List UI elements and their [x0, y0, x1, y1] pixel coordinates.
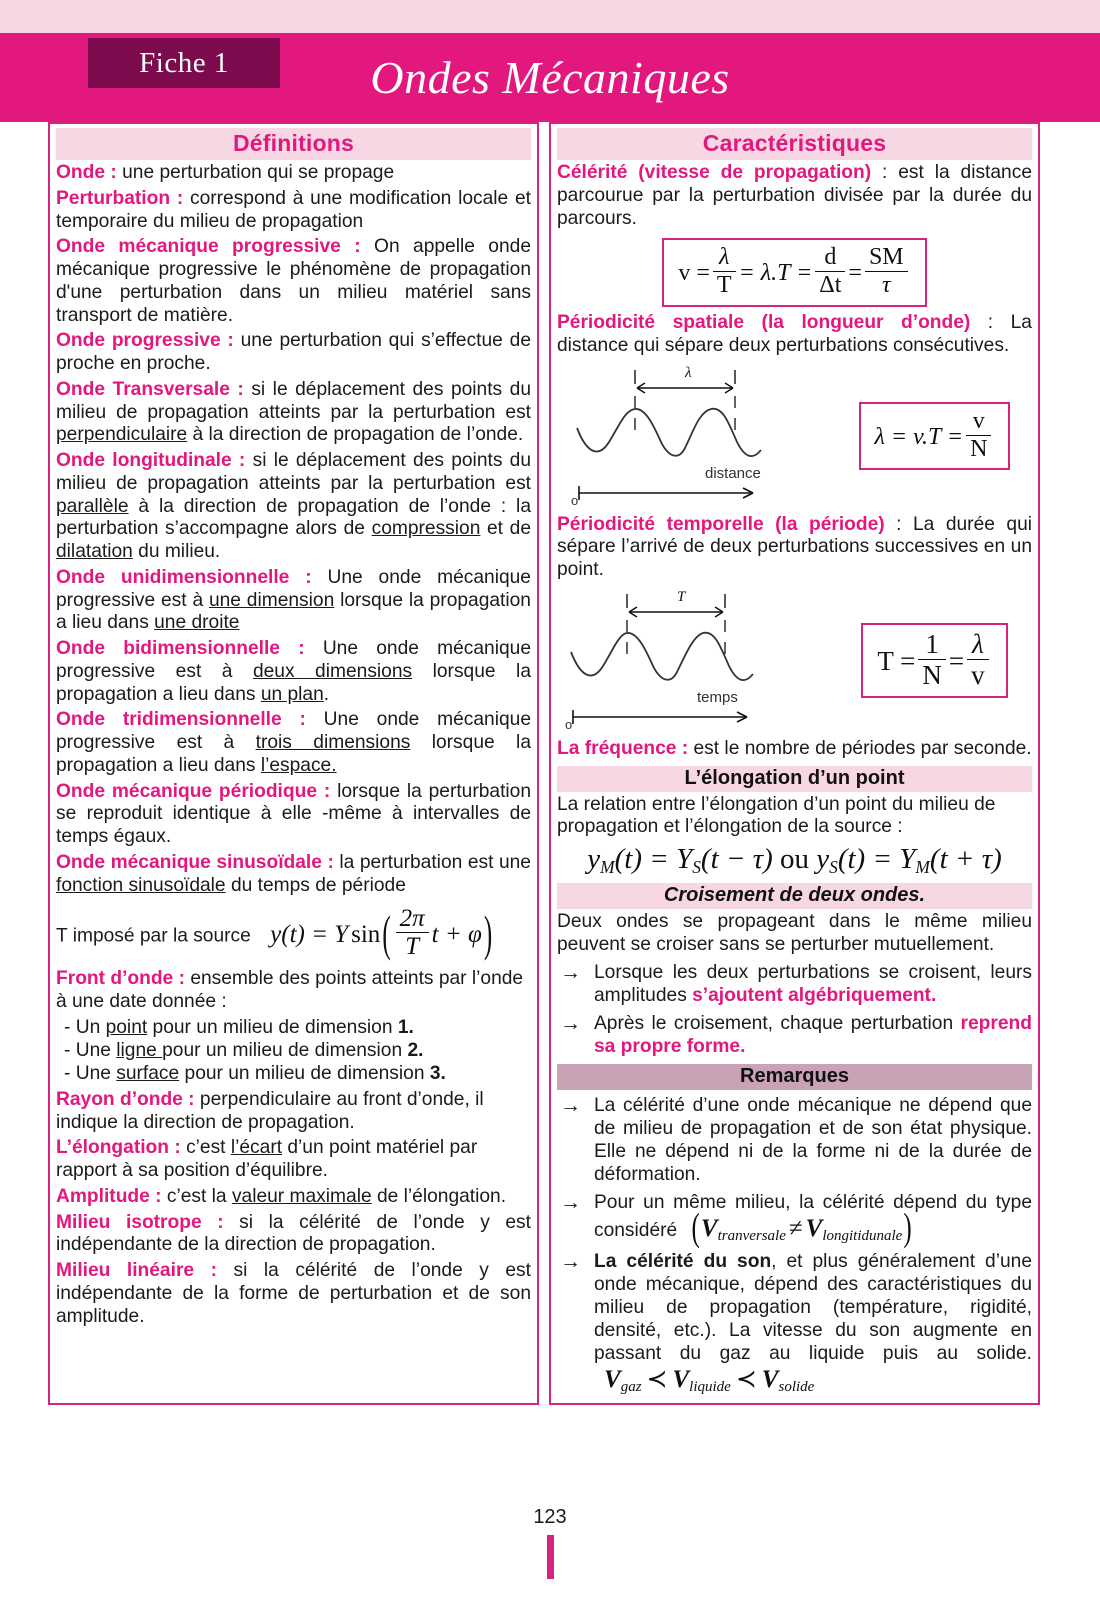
wave-figure-distance	[557, 362, 837, 511]
definition-term: Onde mécanique sinusoïdale :	[56, 851, 334, 873]
definition-milieu-isotrope	[56, 1212, 531, 1258]
header-top-band	[0, 0, 1100, 33]
bullet-text	[594, 1012, 1032, 1058]
celerite-formula	[678, 244, 910, 299]
definition-text: du temps de période	[225, 874, 406, 896]
page-number: 123	[533, 1506, 567, 1528]
bullet-text-bold: La célérité du son	[594, 1250, 772, 1272]
definition-text: à la direction de propagation de l’onde.	[187, 424, 524, 446]
definition-onde-longitudinale	[56, 450, 531, 564]
definition-text: Une onde mécanique progressive est à	[56, 566, 531, 611]
wave-diagram-temps-svg	[557, 586, 833, 730]
period-marker-label: T	[677, 588, 686, 605]
formula-den: τ	[865, 271, 908, 299]
axis-label-temps: temps	[697, 688, 738, 706]
list-end: .	[408, 1016, 414, 1038]
list-end: .	[418, 1039, 424, 1061]
bullet-text: La célérité d’une onde mécanique ne dépend que de milieu de propagation et de son état physique. Elle ne dépend ni de la forme ni de la durée de déformation.	[594, 1094, 1032, 1185]
formula-op1: ≺	[646, 1366, 668, 1394]
definition-onde-mecanique-progressive	[56, 236, 531, 327]
definition-text: du milieu.	[132, 541, 221, 562]
spatiale-sep: :	[970, 312, 994, 334]
front-onde-item	[64, 1062, 531, 1085]
definition-text: lorsque la propagation a lieu dans	[56, 732, 531, 776]
definition-text: .	[323, 683, 330, 705]
formula-num: λ	[719, 244, 730, 271]
formula-lhs: λ = v.T =	[874, 423, 964, 450]
definition-term: Perturbation :	[56, 187, 184, 209]
front-onde-item	[64, 1016, 531, 1039]
definition-text: c’est la	[166, 1185, 232, 1207]
definition-onde-sinusoidale	[56, 852, 531, 898]
definition-onde-unidimensionnelle	[56, 567, 531, 635]
definition-term: Onde bidimensionnelle :	[56, 638, 305, 659]
list-dash: - Un	[64, 1016, 106, 1038]
definition-onde-periodique	[56, 781, 531, 849]
formula-sub1: gaz	[620, 1379, 642, 1396]
formula-lhs: T =	[877, 646, 916, 677]
arrow-right-icon: →	[560, 1012, 581, 1036]
definition-onde-tridimensionnelle	[56, 709, 531, 777]
spatiale-paragraph	[557, 312, 1032, 358]
fiche-label: Fiche 1	[139, 46, 229, 79]
formula-num: λ	[972, 628, 984, 659]
definition-term: Milieu isotrope :	[56, 1211, 224, 1233]
definition-text: d’un point matériel par rapport à sa position d’équilibre.	[56, 1137, 478, 1182]
arrow-right-icon: →	[560, 1093, 581, 1117]
page-header	[0, 0, 1100, 122]
caracteristiques-heading: Caractéristiques	[557, 128, 1032, 160]
formula-lhs: y(t) =	[270, 920, 328, 948]
elongation-text: La relation entre l’élongation d’un point du milieu de propagation et l’élongation de la source :	[557, 793, 996, 838]
definition-term: Amplitude :	[56, 1185, 162, 1207]
temporelle-paragraph	[557, 514, 1032, 582]
formula-right3: (t + τ)	[929, 843, 1002, 876]
celerite-sep: :	[871, 162, 888, 183]
list-dimension: 1	[397, 1016, 409, 1038]
formula-num: 1	[925, 628, 939, 659]
celerite-text: est la distance parcourue par la perturbation divisée par la durée du parcours.	[557, 162, 1032, 229]
formula-v1: V	[604, 1366, 621, 1394]
wavelength-marker-label: λ	[685, 364, 692, 381]
definition-elongation	[56, 1137, 531, 1183]
frequence-paragraph	[557, 738, 1032, 761]
bullet-text-plain: Pour un même milieu, la célérité dépend du type considéré	[594, 1191, 1032, 1241]
formula-sub: M	[600, 856, 615, 877]
spatiale-formula-cell	[837, 402, 1032, 471]
origin-label: o	[565, 716, 573, 730]
page-title-text: Ondes Mécaniques	[370, 52, 730, 103]
frequence-text: est le nombre de périodes par seconde.	[693, 737, 1032, 759]
formula-y: y	[587, 843, 601, 876]
sinusoidal-formula-prefix: T imposé par la source	[56, 925, 251, 947]
definition-amplitude	[56, 1186, 531, 1209]
definition-text: On appelle onde mécanique progressive le phénomène de propagation d'une perturbation dans un milieu matériel sans transport de matière.	[56, 236, 531, 326]
definition-underline: fonction sinusoïdale	[56, 874, 226, 896]
formula-den: T	[713, 271, 736, 299]
definition-onde-transversale	[56, 379, 531, 447]
definition-underline: dilatation	[56, 541, 133, 562]
definition-underline: une dimension	[208, 589, 335, 611]
definition-text: et de	[480, 518, 531, 540]
definition-underline: un plan	[260, 683, 324, 705]
definition-text: lorsque la propagation a lieu dans	[56, 589, 531, 634]
bullet-text-plain: Lorsque les deux perturbations se croisent, leurs amplitudes	[594, 962, 1032, 1007]
definition-text: si le déplacement des points du milieu de propagation atteints par la perturbation est	[56, 378, 531, 423]
arrow-right-icon: →	[560, 1190, 581, 1214]
croisement-heading: Croisement de deux ondes.	[557, 883, 1032, 909]
celerite-type-formula	[691, 1206, 913, 1249]
formula-den: v	[967, 659, 989, 690]
formula-den: N	[918, 659, 946, 690]
formula-num: SM	[868, 244, 904, 271]
temporelle-term: Périodicité temporelle (la période)	[557, 513, 885, 535]
formula-right2: (t) = Y	[837, 843, 916, 876]
temporelle-figure-row	[557, 586, 1032, 735]
arrow-right-icon: →	[560, 1249, 581, 1273]
formula-sub: S	[692, 856, 701, 877]
definition-text: lorsque la perturbation se reproduit identique à elle -même à intervalles de temps égaux.	[56, 780, 532, 847]
formula-sub3: solide	[778, 1379, 815, 1396]
definition-underline: valeur maximale	[231, 1185, 372, 1207]
temporelle-formula-cell	[837, 623, 1032, 698]
formula-sub1: tranversale	[717, 1227, 786, 1244]
definition-text: de l’élongation.	[371, 1185, 507, 1207]
definition-term: Rayon d’onde :	[56, 1088, 195, 1110]
definition-term: L’élongation :	[56, 1137, 181, 1159]
croisement-bullet	[557, 1012, 1032, 1058]
spatiale-term: Périodicité spatiale (la longueur d’onde)	[557, 312, 971, 334]
formula-sub2: liquide	[689, 1379, 731, 1396]
formula-eq: =	[848, 260, 862, 287]
formula-den: Δt	[815, 271, 845, 299]
croisement-text: Deux ondes se propageant dans le même milieu peuvent se croiser sans se perturber mutuellement.	[557, 910, 1032, 955]
formula-v: v =	[678, 260, 710, 287]
definition-text: lorsque la propagation a lieu dans	[56, 660, 531, 705]
paren-close-icon: )	[483, 907, 493, 962]
list-text: pour un milieu de dimension	[179, 1062, 430, 1084]
front-onde-item	[64, 1039, 531, 1062]
definition-term: Onde unidimensionnelle :	[56, 566, 312, 588]
list-underline: surface	[116, 1062, 180, 1084]
list-dash: - Une	[64, 1062, 117, 1084]
formula-den: T	[396, 932, 429, 961]
definition-term: Onde Transversale :	[56, 378, 244, 400]
list-text: pour un milieu de dimension	[147, 1016, 398, 1038]
axis-label-distance: distance	[705, 464, 761, 482]
paren-open-icon: (	[691, 1206, 700, 1249]
formula-den: N	[966, 435, 991, 463]
definition-term: Milieu linéaire :	[56, 1260, 217, 1282]
temporelle-formula-box	[861, 623, 1007, 698]
formula-op2: ≺	[735, 1366, 757, 1394]
definition-text: si le déplacement des points du milieu de propagation atteints par la perturbation est	[56, 450, 532, 494]
definition-onde	[56, 162, 531, 185]
definition-term: Onde mécanique progressive :	[56, 236, 361, 258]
definition-text: à la direction de propagation de l’onde : la perturbation s’accompagne alors de	[56, 495, 531, 540]
formula-mid: (t) = Y	[614, 843, 693, 876]
definition-text: correspond à une modification locale et temporaire du milieu de propagation	[56, 187, 531, 232]
formula-v3: V	[761, 1366, 779, 1394]
bullet-text	[594, 1250, 1032, 1396]
celerite-formula-row	[557, 238, 1032, 307]
definition-text: Une onde mécanique progressive est à	[56, 638, 531, 682]
list-text: pour un milieu de dimension	[162, 1039, 408, 1061]
definition-text: la perturbation est une	[339, 851, 531, 873]
fiche-badge	[88, 38, 280, 88]
definition-text: une perturbation qui s’effectue de proche en proche.	[56, 330, 532, 374]
definition-underline: perpendiculaire	[56, 424, 188, 446]
spatiale-figure-row	[557, 362, 1032, 511]
definition-term: Front d’onde :	[56, 968, 185, 990]
bullet-text	[594, 961, 1032, 1007]
paren-open-icon: (	[382, 907, 391, 962]
arrow-right-icon: →	[560, 961, 581, 985]
formula-amplitude: Y	[334, 920, 349, 948]
formula-v1: V	[700, 1214, 718, 1242]
bullet-text-highlight: reprend sa propre forme.	[594, 1013, 1032, 1058]
formula-num: v	[972, 407, 985, 434]
definition-underline: trois dimensions	[255, 732, 411, 753]
bullet-text-plain: , et plus généralement d’une onde mécanique, dépend des caractéristiques du milieu de propagation (température, rigidité, densité, etc.). La vitesse du son augmente en passant du gaz au liquide puis au solide.	[594, 1250, 1033, 1364]
definition-underline: l’écart	[230, 1137, 283, 1159]
definition-front-onde	[56, 968, 531, 1014]
formula-mid: = λ.T =	[738, 260, 813, 287]
bullet-text-plain: Après le croisement, chaque perturbation	[594, 1013, 961, 1035]
definition-onde-bidimensionnelle	[56, 638, 531, 706]
definitions-column	[48, 122, 539, 1405]
definition-term: Onde :	[56, 162, 117, 183]
bullet-text-highlight: s’ajoutent algébriquement.	[692, 985, 937, 1007]
definition-text: perpendiculaire au front d’onde, il indique la direction de propagation.	[56, 1088, 484, 1133]
remarque-bullet	[557, 1250, 1032, 1396]
definition-underline: l’espace.	[260, 754, 337, 776]
wave-diagram-distance-svg	[557, 362, 833, 506]
list-end: .	[440, 1062, 446, 1084]
sinusoidal-formula-row	[56, 905, 531, 961]
formula-sub: M	[915, 856, 930, 877]
definition-text: Une onde mécanique progressive est à	[56, 709, 531, 753]
formula-num: 2π	[399, 905, 425, 933]
elongation-formula	[587, 843, 1001, 875]
caracteristiques-column	[549, 122, 1040, 1405]
formula-ou: ou	[780, 843, 809, 876]
remarque-bullet	[557, 1094, 1032, 1186]
sound-speed-order-formula	[604, 1366, 815, 1396]
formula-mid2: (t − τ)	[700, 843, 773, 876]
list-dimension: 2	[407, 1039, 419, 1061]
formula-v2: V	[672, 1366, 690, 1394]
paren-close-icon: )	[903, 1206, 912, 1249]
definition-perturbation	[56, 188, 531, 234]
definition-term: Onde longitudinale :	[56, 450, 246, 471]
definition-text: si la célérité de l’onde y est indépendante de la forme de perturbation et de son amplitude.	[56, 1260, 531, 1327]
definition-text: si la célérité de l’onde y est indépendante de la direction de propagation.	[56, 1211, 531, 1256]
definition-milieu-lineaire	[56, 1260, 531, 1328]
frequence-term: La fréquence :	[557, 737, 689, 759]
spatiale-text: La distance qui sépare deux perturbations consécutives.	[557, 312, 1032, 356]
elongation-formula-row	[557, 843, 1032, 878]
footer-accent-bar	[547, 1535, 554, 1579]
definitions-heading: Définitions	[56, 128, 531, 160]
definition-term: Onde tridimensionnelle :	[56, 709, 306, 731]
definition-term: Onde mécanique périodique :	[56, 780, 331, 802]
definition-text: une perturbation qui se propage	[122, 162, 395, 183]
list-underline: ligne	[116, 1039, 163, 1061]
spatiale-formula	[874, 407, 995, 462]
list-dash: - Une	[64, 1039, 117, 1061]
formula-v2: V	[805, 1214, 823, 1242]
origin-label: o	[571, 492, 579, 506]
formula-neq: ≠	[788, 1214, 803, 1242]
spatiale-formula-box	[859, 402, 1011, 471]
celerite-formula-box	[662, 238, 926, 307]
croisement-bullet	[557, 961, 1032, 1007]
celerite-paragraph	[557, 162, 1032, 230]
list-dimension: 3	[429, 1062, 441, 1084]
elongation-heading: L’élongation d’un point	[557, 766, 1032, 792]
formula-y2: y	[816, 843, 830, 876]
page-footer	[0, 1506, 1100, 1579]
definition-underline: parallèle	[56, 495, 129, 517]
formula-eq: =	[948, 646, 965, 677]
remarques-heading: Remarques	[557, 1064, 1032, 1090]
definition-underline: une droite	[154, 612, 240, 634]
remarque-bullet	[557, 1190, 1032, 1249]
formula-sub2: longitidunale	[822, 1227, 903, 1244]
definition-underline: deux dimensions	[252, 660, 413, 682]
definition-text: ensemble des points atteints par l’onde à une date donnée :	[56, 968, 524, 1012]
formula-sin: sin	[351, 920, 381, 948]
definition-rayon-onde	[56, 1089, 531, 1135]
bullet-text	[594, 1191, 1032, 1249]
list-underline: point	[105, 1016, 148, 1038]
temporelle-sep: :	[884, 513, 902, 535]
definition-underline: compression	[371, 518, 481, 540]
definition-term: Onde progressive :	[56, 330, 234, 352]
temporelle-text: La durée qui sépare l’arrivé de deux perturbations successives en un point.	[557, 513, 1032, 581]
definition-text: c’est	[186, 1137, 231, 1159]
definition-onde-progressive	[56, 330, 531, 376]
formula-tail: t + φ	[431, 920, 482, 948]
wave-figure-temps	[557, 586, 837, 735]
temporelle-formula	[877, 628, 991, 690]
content-columns	[0, 122, 1100, 1405]
formula-num: d	[824, 244, 837, 271]
celerite-term: Célérité (vitesse de propagation)	[557, 162, 872, 183]
formula-sub: S	[829, 856, 838, 877]
